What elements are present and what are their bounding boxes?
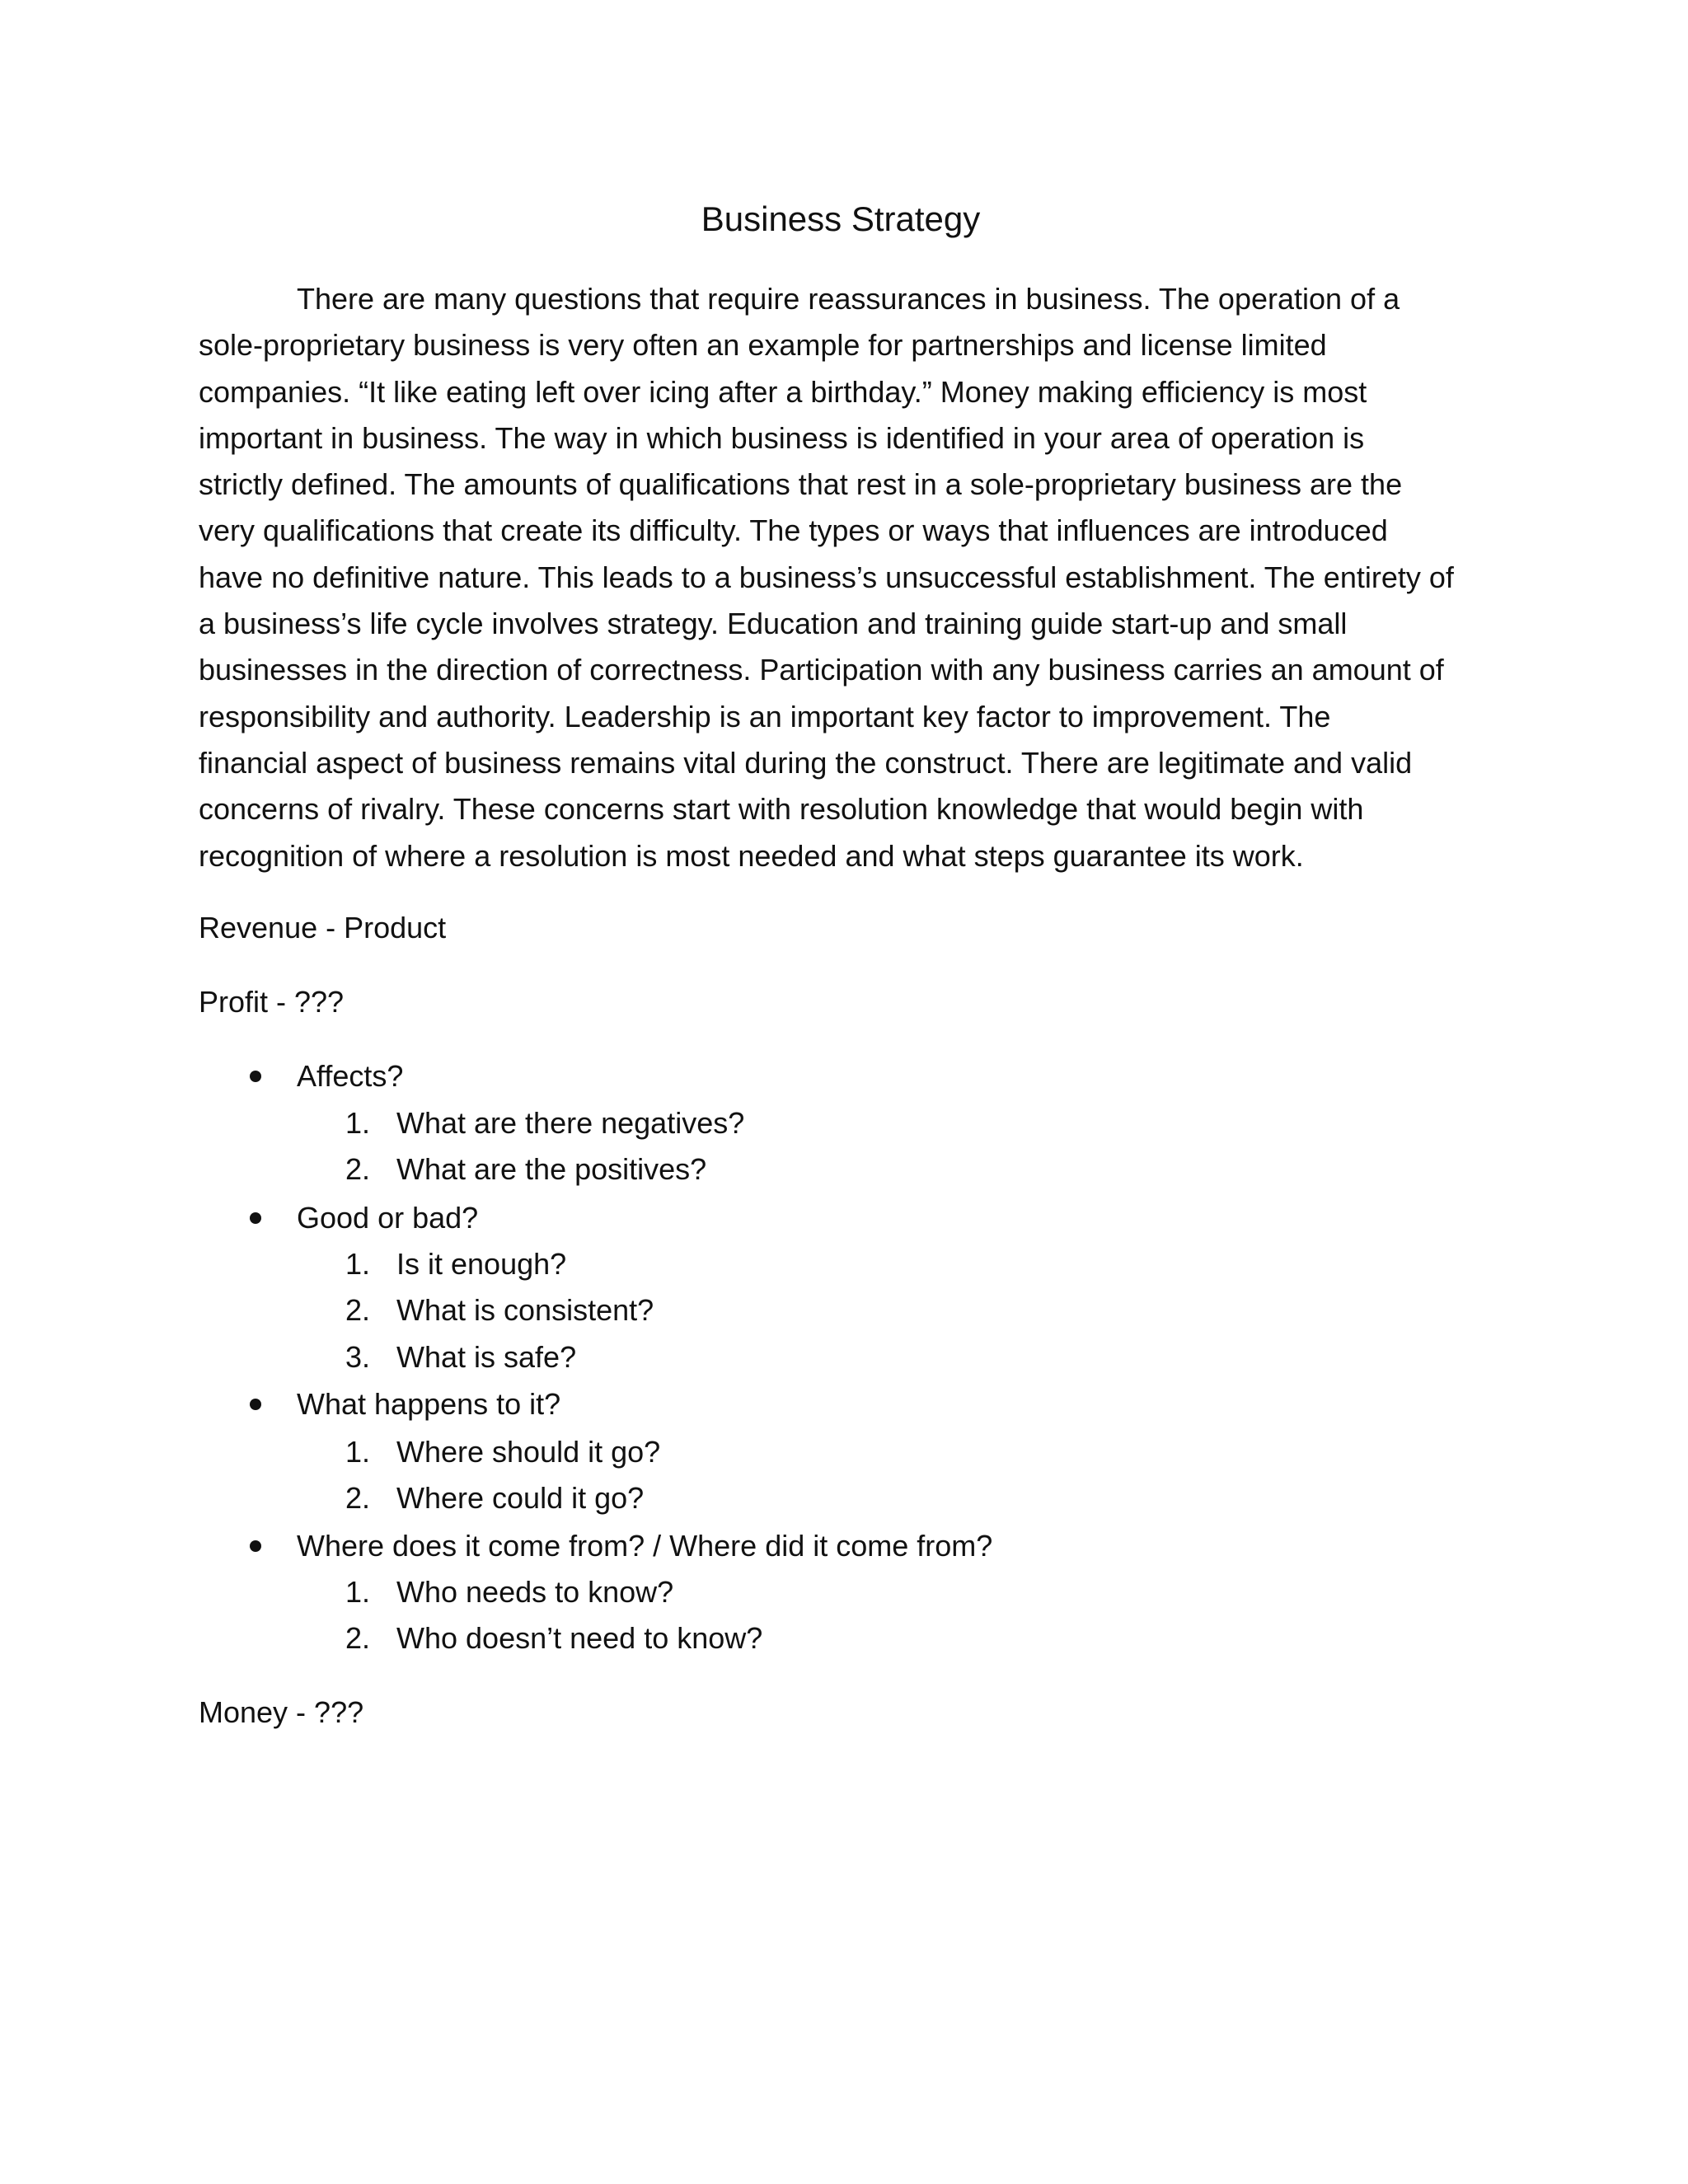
- item-number: 1.: [345, 1575, 371, 1609]
- numbered-item: [345, 1569, 673, 1615]
- paragraph-line: There are many questions that require reassurances in business. The operation of a: [297, 282, 1400, 316]
- item-number: 1.: [345, 1106, 371, 1140]
- paragraph-line: financial aspect of business remains vital during the construct. There are legitimate and valid: [199, 745, 1413, 780]
- item-number: 2.: [345, 1621, 371, 1655]
- item-text: Is it enough?: [396, 1247, 567, 1281]
- money-line: Money - ???: [199, 1695, 364, 1729]
- paragraph-line: recognition of where a resolution is most needed and what steps guarantee its work.: [199, 838, 1304, 873]
- profit-line: Profit - ???: [199, 985, 345, 1019]
- bullet-label: What happens to it?: [297, 1387, 561, 1421]
- revenue-line: Revenue - Product: [199, 911, 447, 944]
- item-text: What are there negatives?: [396, 1106, 745, 1140]
- numbered-item: [345, 1334, 576, 1380]
- item-text: What is safe?: [396, 1340, 577, 1374]
- bullet-dot-icon: [250, 1071, 261, 1082]
- item-text: Who doesn’t need to know?: [396, 1621, 763, 1655]
- bullet-dot-icon: [250, 1540, 261, 1552]
- bullet-dot-icon: [250, 1212, 261, 1224]
- item-number: 1.: [345, 1435, 371, 1469]
- item-text: Where should it go?: [396, 1435, 661, 1469]
- paragraph-line: companies. “It like eating left over icing after a birthday.” Money making efficiency is most: [199, 374, 1367, 409]
- numbered-item: [345, 1429, 660, 1475]
- item-number: 2.: [345, 1152, 371, 1186]
- paragraph-line: a business’s life cycle involves strategy. Education and training guide start-up and small: [199, 607, 1348, 641]
- paragraph-line: businesses in the direction of correctness. Participation with any business carries an amount of: [199, 653, 1444, 687]
- numbered-item: [345, 1615, 762, 1661]
- numbered-item: [345, 1287, 654, 1333]
- item-text: What is consistent?: [396, 1293, 654, 1327]
- paragraph-line: sole-proprietary business is very often an example for partnerships and license limited: [199, 328, 1327, 363]
- item-number: 2.: [345, 1293, 371, 1327]
- paragraph-line: have no definitive nature. This leads to a business’s unsuccessful establishment. The entirety of: [199, 560, 1454, 594]
- item-text: Where could it go?: [396, 1481, 645, 1515]
- paragraph-line: important in business. The way in which business is identified in your area of operation is: [199, 420, 1365, 455]
- bullet-label: Affects?: [297, 1059, 404, 1093]
- intro-paragraph: [199, 276, 1484, 879]
- item-number: 3.: [345, 1340, 371, 1374]
- paragraph-line: responsibility and authority. Leadership is an important key factor to improvement. The: [199, 699, 1331, 733]
- item-text: Who needs to know?: [396, 1575, 674, 1609]
- bullet-label: Where does it come from? / Where did it come from?: [297, 1529, 993, 1563]
- item-number: 1.: [345, 1247, 371, 1281]
- numbered-item: [345, 1241, 566, 1287]
- bullet-label: Good or bad?: [297, 1201, 479, 1235]
- numbered-item: [345, 1475, 644, 1521]
- paragraph-line: concerns of rivalry. These concerns start with resolution knowledge that would begin with: [199, 792, 1364, 827]
- paragraph-line: strictly defined. The amounts of qualifications that rest in a sole-proprietary business are the: [199, 467, 1403, 502]
- item-text: What are the positives?: [396, 1152, 707, 1186]
- bullet-dot-icon: [250, 1399, 261, 1410]
- numbered-item: [345, 1100, 744, 1146]
- paragraph-line: very qualifications that create its difficulty. The types or ways that influences are introduced: [199, 513, 1388, 548]
- document-title: Business Strategy: [701, 199, 981, 238]
- item-number: 2.: [345, 1481, 371, 1515]
- numbered-item: [345, 1146, 706, 1193]
